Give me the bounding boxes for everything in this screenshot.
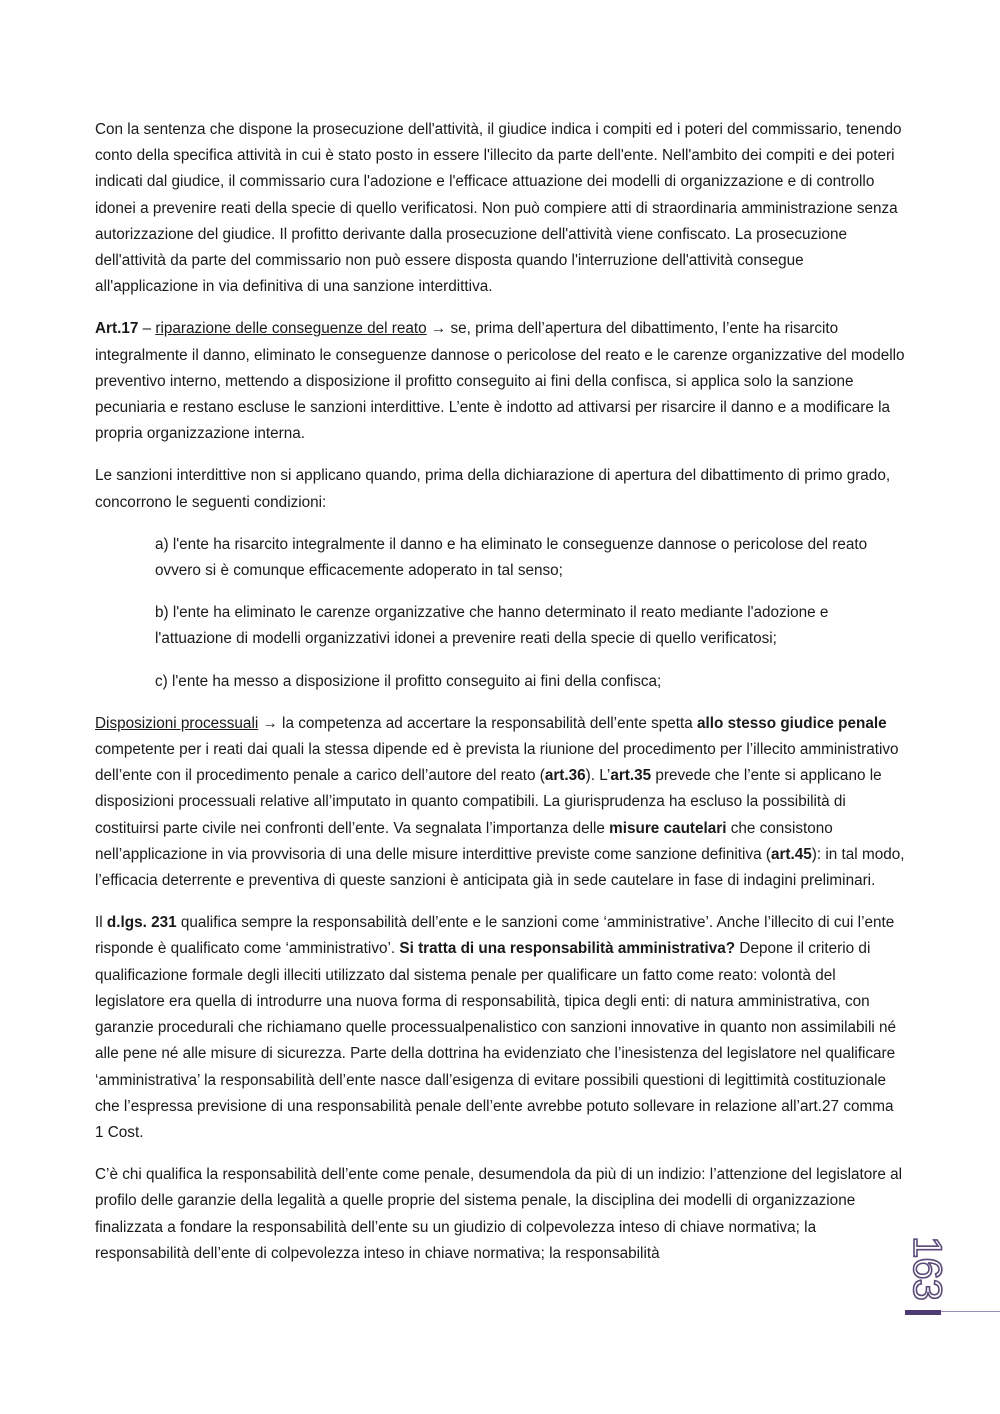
page-number [901,1233,953,1303]
article-label: Art.17 [95,320,139,338]
dash: – [138,320,156,338]
bold-run: art.35 [610,767,652,785]
text-run: ): in tal modo, l’efficacia deterrente e preventiva di queste sanzioni è anticipata già in sede cautelare in fase di indagini preliminari. [95,845,905,890]
topic-heading: riparazione delle conseguenze del reato [155,320,427,338]
bold-run: d.lgs. 231 [106,914,177,932]
arrow-icon: → [258,714,283,732]
page-number-text: 163 [905,1236,949,1300]
bold-run: allo stesso giudice penale [697,714,887,732]
bold-run: Si tratta di una responsabilità amministrativa? [399,940,736,958]
topic-heading: Disposizioni processuali [95,714,259,732]
paragraph-art17 [95,316,905,447]
arrow-icon: → [426,320,451,338]
list-item: b) l'ente ha eliminato le carenze organizzative che hanno determinato il reato mediante l'adozione e l'attuazione di modelli organizzativi idonei a prevenire reati della specie di quello verificatosi; [155,604,829,648]
paragraph-commissario: Con la sentenza che dispone la prosecuzione dell'attività, il giudice indica i compiti ed i poteri del commissario, tenendo conto della specifica attività in cui è stato posto in essere l'illecito da parte dell'ente. Nell'ambito dei compiti e dei poteri indicati dal giudice, il commissario cura l'adozione e l'efficace attuazione dei modelli di organizzazione e di controllo idonei a prevenire reati della specie di quello verificatosi. Non può compiere atti di straordinaria amministrazione senza autorizzazione del giudice. Il profitto derivante dalla prosecuzione dell'attività viene confiscato. La prosecuzione dell'attività da parte del commissario non può essere disposta quando l'interruzione dell'attività consegue all'applicazione in via definitiva di una sanzione interdittiva. [95,121,902,296]
bold-run: misure cautelari [609,819,727,837]
paragraph-dlgs-231 [95,910,905,1146]
footer-accent-bar [905,1310,941,1315]
paragraph-responsabilita-penale: C’è chi qualifica la responsabilità dell’ente come penale, desumendola da più di un indizio: l’attenzione del legislatore al profilo delle garanzie della legalità a quelle proprie del sistema penale, la disciplina dei modelli di organizzazione finalizzata a fondare la responsabilità dell’ente su un giudizio di colpevolezza inteso di chiave normativa; la responsabilità dell’ente di colpevolezza inteso in chiave normativa; la responsabilità [95,1166,902,1262]
footer-accent-line [941,1311,1000,1312]
text-run: competente per i reati dai quali la stessa dipende ed è prevista la riunione del procedimento per l’illecito amministrativo dell’ente con il procedimento penale a carico dell’autore del reato ( [95,741,899,785]
text-run: prevede che l’ente si applicano le disposizioni processuali relative all’imputato in quanto compatibili. La giurisprudenza ha escluso la possibilità di costituirsi parte civile nei confronti dell’ente. Va segnalata l’importanza delle [95,767,882,837]
conditions-list [95,532,905,695]
text-run: ). L’ [585,767,611,785]
text-run: qualifica sempre la responsabilità dell’ente e le sanzioni come ‘amministrative’. Anche l’illecito di cui l’ente risponde è qualificato come ‘amministrativo’. [95,914,895,958]
document-body [95,117,905,1283]
bold-run: art.45 [770,845,812,863]
list-item: c) l'ente ha messo a disposizione il profitto conseguito ai fini della confisca; [155,672,662,690]
list-item: a) l'ente ha risarcito integralmente il danno e ha eliminato le conseguenze dannose o pericolose del reato ovvero si è comunque efficacemente adoperato in tal senso; [155,535,868,580]
text-run: Depone il criterio di qualificazione formale degli illeciti utilizzato dal sistema penale per qualificare un fatto come reato: volontà del legislatore era quella di introdurre una nuova forma di responsabilità, tipica degli enti: di natura amministrativa, con garanzie procedurali che richiamano quelle processualpenalistico con sanzioni innovative in quanto non assimilabili né alle pene né alle misure di sicurezza. Parte della dottrina ha evidenziato che l’inesistenza del legislatore nel qualificare ‘amministrativa’ la responsabilità dell’ente nasce dall’esigenza di evitare possibili questioni di legittimità costituzionale che l’espressa previsione di una responsabilità penale dell’ente avrebbe potuto sollevare in relazione all’art.27 comma 1 Cost. [95,940,897,1141]
paragraph-text: se, prima dell’apertura del dibattimento, l’ente ha risarcito integralmente il danno, eliminato le conseguenze dannose o pericolose del reato e le carenze organizzative del modello preventivo interno, mettendo a disposizione il profitto conseguito ai fini della confisca, si applica solo la sanzione pecuniaria e restano escluse le sanzioni interdittive. L’ente è indotto ad attivarsi per risarcire il danno e a modificare la propria organizzazione interna. [95,320,905,443]
bold-run: art.36 [544,767,586,785]
paragraph-disposizioni-processuali [95,711,905,894]
text-run: Il [95,914,107,932]
text-run: la competenza ad accertare la responsabilità dell’ente spetta [282,714,698,732]
paragraph-sanzioni-interdittive: Le sanzioni interdittive non si applicano quando, prima della dichiarazione di apertura del dibattimento di primo grado, concorrono le seguenti condizioni: [95,467,891,511]
text-run: che consistono nell’applicazione in via provvisoria di una delle misure interdittive previste come sanzione definitiva ( [95,819,833,863]
